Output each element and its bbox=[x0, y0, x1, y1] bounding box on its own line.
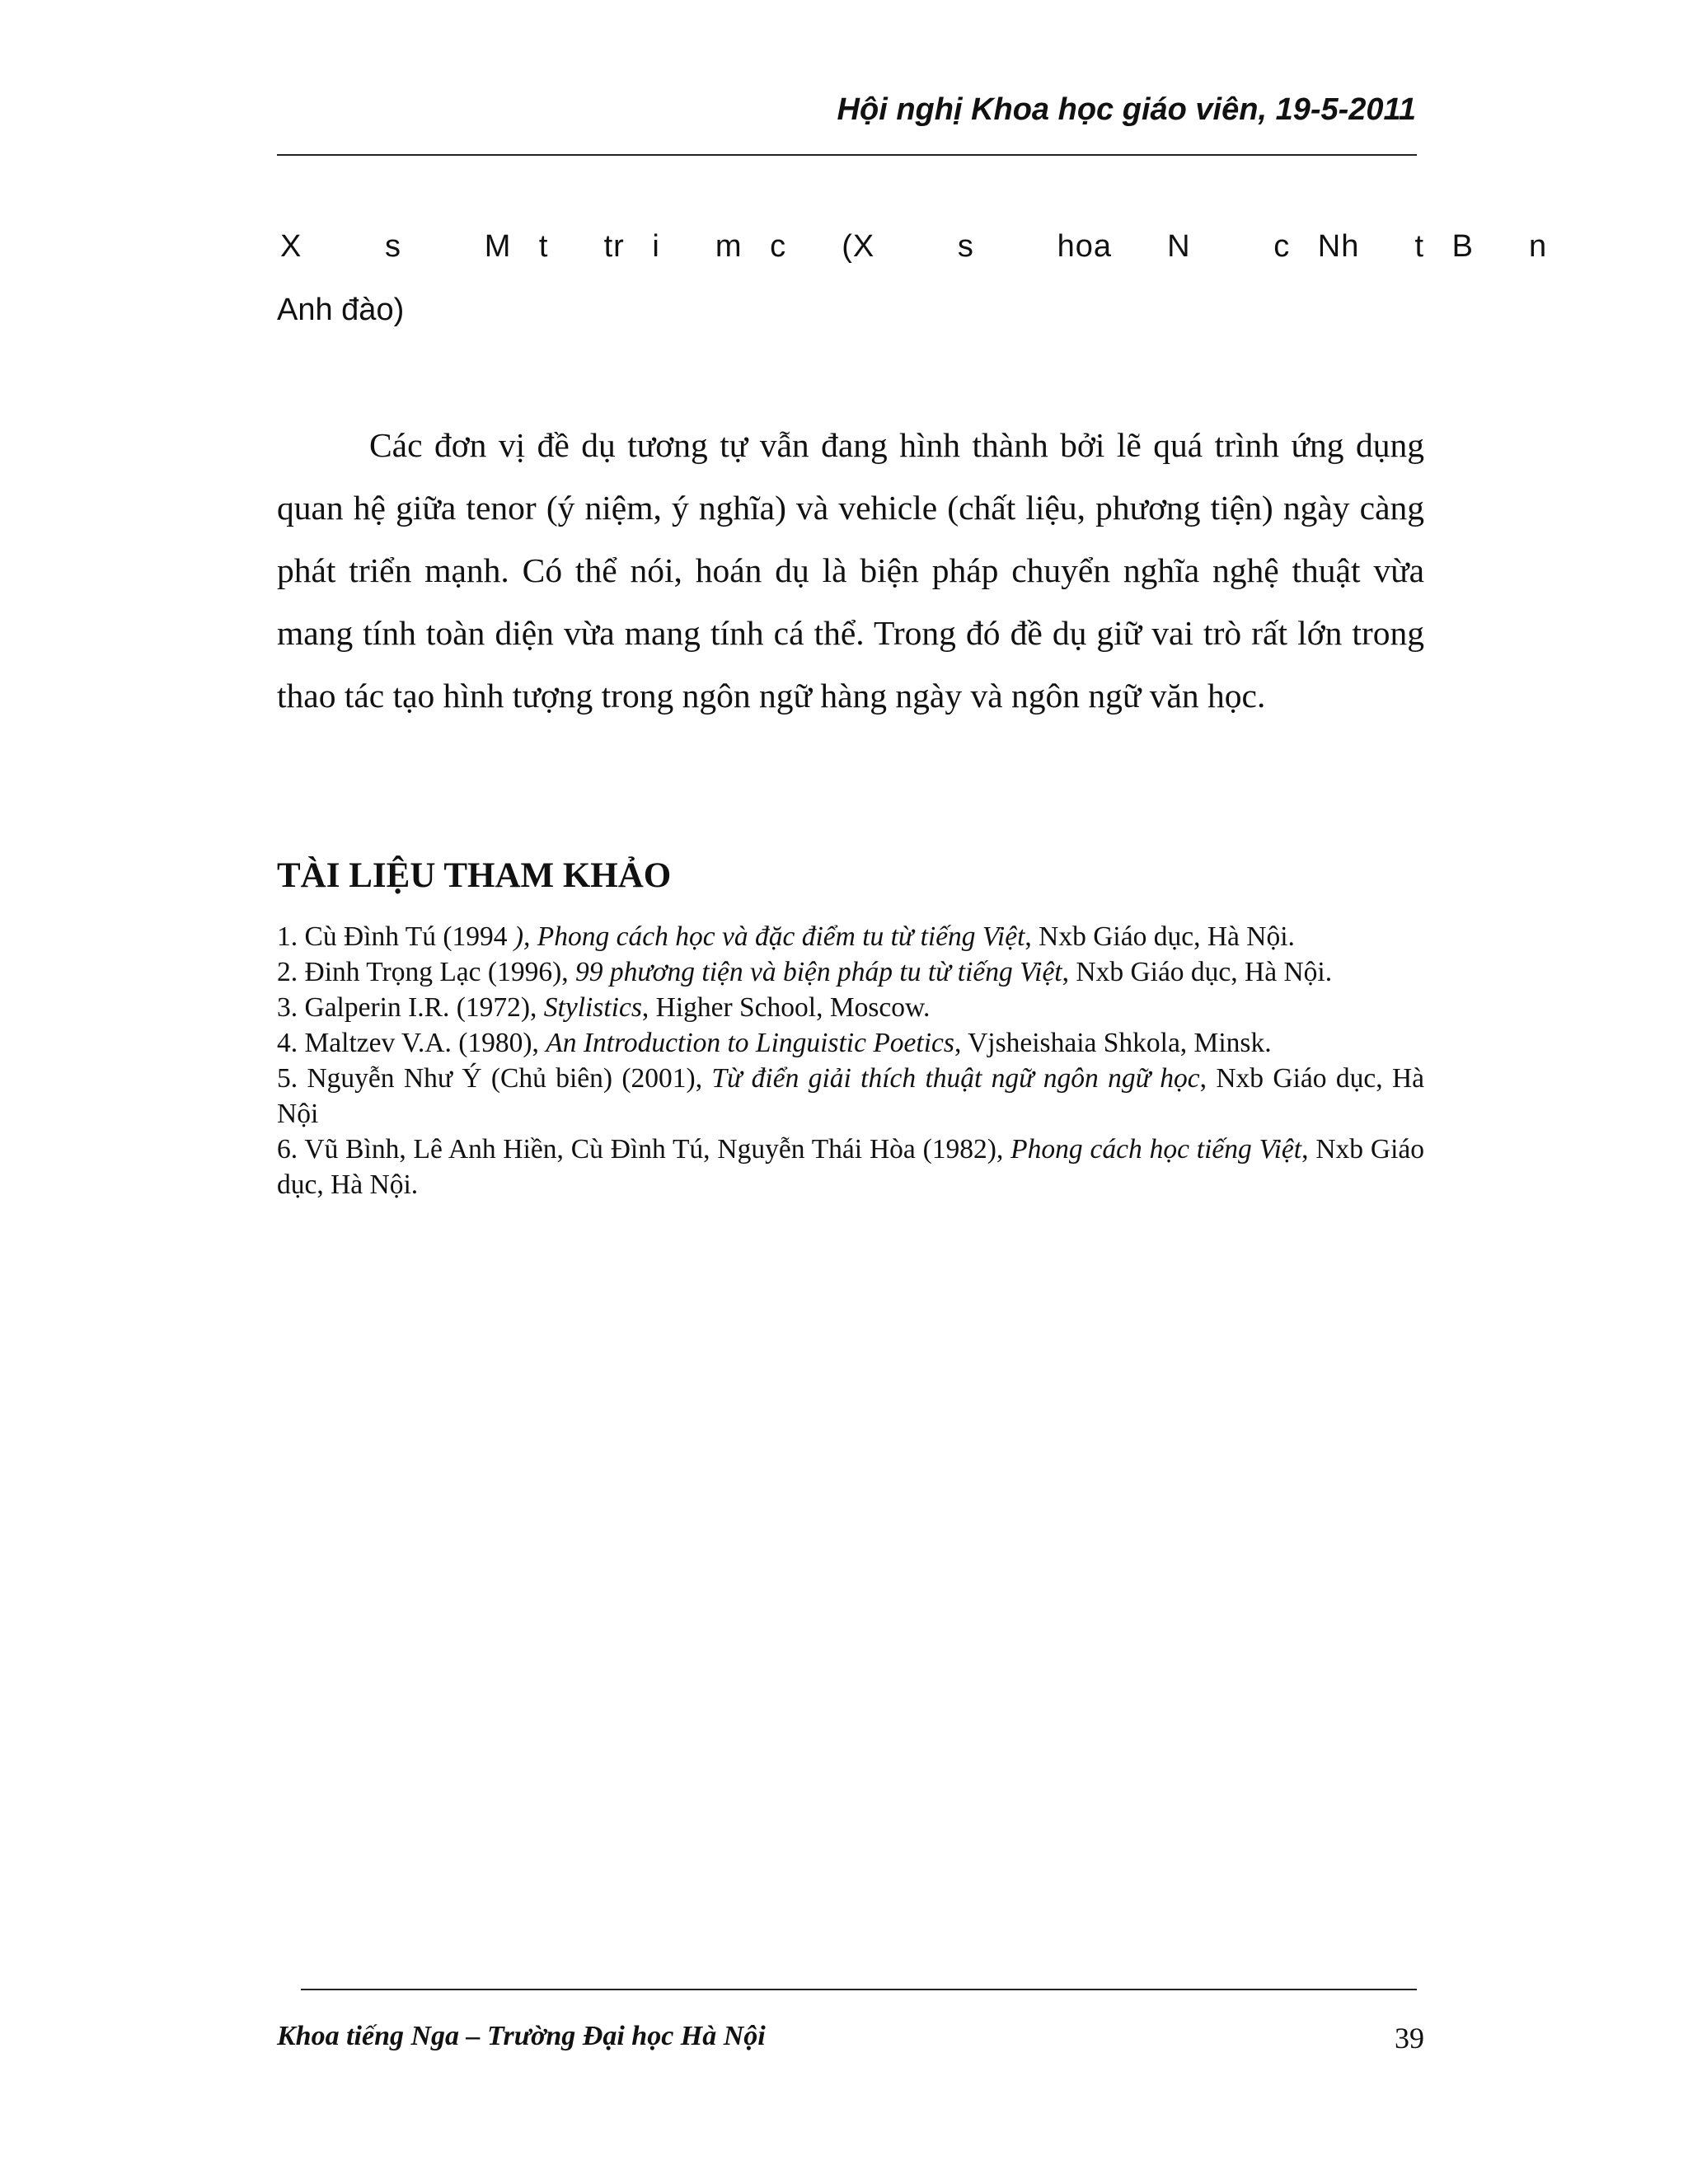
running-header: Hội nghị Khoa học giáo viên, 19-5-2011 bbox=[837, 92, 1416, 127]
reference-item: 2. Đinh Trọng Lạc (1996), 99 phương tiện và biện pháp tu từ tiếng Việt, Nxb Giáo dục, Hà Nội. bbox=[277, 957, 1333, 987]
example-line-continuation: Anh đào) bbox=[277, 293, 405, 327]
example-line: X s M t tr i m c (X s hoa N c Nh t B n bbox=[280, 229, 1548, 264]
footer-institution: Khoa tiếng Nga – Trường Đại học Hà Nội bbox=[277, 2021, 766, 2051]
footer-divider bbox=[301, 1989, 1417, 1990]
reference-item: 1. Cù Đình Tú (1994 ), Phong cách học và đặc điểm tu từ tiếng Việt, Nxb Giáo dục, Hà Nội. bbox=[277, 921, 1295, 952]
references-heading: TÀI LIỆU THAM KHẢO bbox=[277, 856, 672, 895]
reference-item: 5. Nguyễn Như Ý (Chủ biên) (2001), Từ điển giải thích thuật ngữ ngôn ngữ học, Nxb Giáo dục, Hà Nội bbox=[277, 1063, 1425, 1129]
reference-item: 4. Maltzev V.A. (1980), An Introduction to Linguistic Poetics, Vjsheishaia Shkola, Minsk. bbox=[277, 1028, 1272, 1058]
header-divider bbox=[277, 154, 1417, 156]
reference-item: 3. Galperin I.R. (1972), Stylistics, Higher School, Moscow. bbox=[277, 992, 931, 1023]
body-paragraph: Các đơn vị đề dụ tương tự vẫn đang hình thành bởi lẽ quá trình ứng dụng quan hệ giữa tenor (ý niệm, ý nghĩa) và vehicle (chất liệu, phương tiện) ngày càng phát triển mạnh. Có thể nói, hoán dụ là biện pháp chuyển nghĩa nghệ thuật vừa mang tính toàn diện vừa mang tính cá thể. Trong đó đề dụ giữ vai trò rất lớn trong thao tác tạo hình tượng trong ngôn ngữ hàng ngày và ngôn ngữ văn học. bbox=[277, 426, 1424, 715]
references-list bbox=[277, 919, 1424, 1202]
reference-item: 6. Vũ Bình, Lê Anh Hiền, Cù Đình Tú, Nguyễn Thái Hòa (1982), Phong cách học tiếng Việt, Nxb Giáo dục, Hà Nội. bbox=[277, 1134, 1425, 1200]
page-number: 39 bbox=[1395, 2022, 1424, 2055]
